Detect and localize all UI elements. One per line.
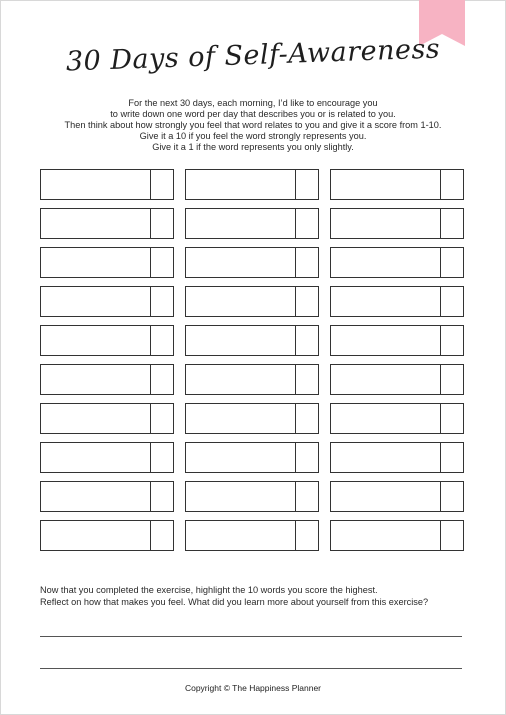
score-field[interactable] bbox=[296, 521, 318, 550]
instruction-line: For the next 30 days, each morning, I’d like to encourage you bbox=[128, 98, 378, 108]
day-entry-box bbox=[185, 364, 319, 395]
word-field[interactable] bbox=[41, 248, 151, 277]
score-field[interactable] bbox=[151, 443, 173, 472]
word-field[interactable] bbox=[41, 287, 151, 316]
word-field[interactable] bbox=[331, 209, 441, 238]
word-field[interactable] bbox=[186, 482, 296, 511]
day-entry-box bbox=[330, 325, 464, 356]
score-field[interactable] bbox=[151, 482, 173, 511]
instruction-line: Give it a 10 if you feel the word strongly represents you. bbox=[139, 131, 367, 141]
score-field[interactable] bbox=[296, 365, 318, 394]
day-entry-box bbox=[330, 364, 464, 395]
score-field[interactable] bbox=[151, 170, 173, 199]
score-field[interactable] bbox=[151, 287, 173, 316]
day-entry-box bbox=[185, 286, 319, 317]
day-entry-box bbox=[330, 286, 464, 317]
score-field[interactable] bbox=[296, 326, 318, 355]
instruction-line: to write down one word per day that describes you or is related to you. bbox=[110, 109, 396, 119]
day-entry-box bbox=[40, 442, 174, 473]
day-entry-box bbox=[330, 208, 464, 239]
day-entry-box bbox=[185, 481, 319, 512]
word-field[interactable] bbox=[41, 404, 151, 433]
word-field[interactable] bbox=[186, 170, 296, 199]
word-field[interactable] bbox=[331, 521, 441, 550]
word-field[interactable] bbox=[186, 326, 296, 355]
score-field[interactable] bbox=[296, 404, 318, 433]
word-field[interactable] bbox=[186, 404, 296, 433]
day-entry-box bbox=[40, 403, 174, 434]
word-field[interactable] bbox=[41, 170, 151, 199]
day-entry-box bbox=[185, 403, 319, 434]
score-field[interactable] bbox=[296, 287, 318, 316]
word-field[interactable] bbox=[331, 365, 441, 394]
reflection-line: Reflect on how that makes you feel. What did you learn more about yourself from this exercise? bbox=[40, 596, 429, 607]
day-entry-box bbox=[185, 169, 319, 200]
day-entry-box bbox=[330, 442, 464, 473]
day-entry-box bbox=[40, 325, 174, 356]
score-field[interactable] bbox=[441, 248, 463, 277]
day-entry-box bbox=[330, 403, 464, 434]
score-field[interactable] bbox=[441, 287, 463, 316]
score-field[interactable] bbox=[441, 209, 463, 238]
score-field[interactable] bbox=[151, 326, 173, 355]
word-field[interactable] bbox=[186, 248, 296, 277]
writing-line[interactable] bbox=[40, 668, 462, 669]
reflection-prompt bbox=[40, 585, 470, 608]
word-field[interactable] bbox=[186, 365, 296, 394]
writing-line[interactable] bbox=[40, 636, 462, 637]
word-field[interactable] bbox=[331, 170, 441, 199]
day-entry-box bbox=[40, 208, 174, 239]
day-entry-box bbox=[40, 169, 174, 200]
word-field[interactable] bbox=[41, 209, 151, 238]
score-field[interactable] bbox=[151, 365, 173, 394]
word-field[interactable] bbox=[331, 443, 441, 472]
word-field[interactable] bbox=[41, 482, 151, 511]
score-field[interactable] bbox=[296, 443, 318, 472]
copyright-footer: Copyright © The Happiness Planner bbox=[184, 683, 322, 693]
score-field[interactable] bbox=[441, 404, 463, 433]
word-field[interactable] bbox=[186, 521, 296, 550]
day-entry-box bbox=[40, 247, 174, 278]
score-field[interactable] bbox=[441, 521, 463, 550]
word-field[interactable] bbox=[41, 443, 151, 472]
day-entry-box bbox=[185, 325, 319, 356]
day-entry-box bbox=[330, 520, 464, 551]
instruction-line: Then think about how strongly you feel that word relates to you and give it a score from 1-10. bbox=[64, 120, 442, 130]
day-entry-box bbox=[40, 520, 174, 551]
word-field[interactable] bbox=[331, 287, 441, 316]
score-field[interactable] bbox=[151, 209, 173, 238]
word-field[interactable] bbox=[41, 521, 151, 550]
score-field[interactable] bbox=[441, 170, 463, 199]
word-field[interactable] bbox=[186, 287, 296, 316]
score-field[interactable] bbox=[296, 170, 318, 199]
reflection-line: Now that you completed the exercise, highlight the 10 words you score the highest. bbox=[40, 585, 378, 595]
day-entry-box bbox=[330, 169, 464, 200]
day-entry-box bbox=[330, 247, 464, 278]
score-field[interactable] bbox=[296, 482, 318, 511]
word-field[interactable] bbox=[186, 443, 296, 472]
score-field[interactable] bbox=[296, 209, 318, 238]
word-field[interactable] bbox=[41, 326, 151, 355]
day-entry-box bbox=[330, 481, 464, 512]
score-field[interactable] bbox=[151, 248, 173, 277]
page-title: 30 Days of Self-Awareness bbox=[65, 33, 441, 78]
word-field[interactable] bbox=[331, 482, 441, 511]
word-field[interactable] bbox=[331, 326, 441, 355]
score-field[interactable] bbox=[151, 521, 173, 550]
score-field[interactable] bbox=[441, 326, 463, 355]
score-field[interactable] bbox=[151, 404, 173, 433]
instruction-line: Give it a 1 if the word represents you only slightly. bbox=[152, 142, 354, 152]
score-field[interactable] bbox=[441, 365, 463, 394]
day-entry-box bbox=[40, 481, 174, 512]
word-field[interactable] bbox=[331, 248, 441, 277]
score-field[interactable] bbox=[441, 482, 463, 511]
word-field[interactable] bbox=[186, 209, 296, 238]
day-entry-box bbox=[185, 247, 319, 278]
day-entry-box bbox=[185, 442, 319, 473]
score-field[interactable] bbox=[441, 443, 463, 472]
day-entry-box bbox=[40, 286, 174, 317]
word-field[interactable] bbox=[41, 365, 151, 394]
day-entry-box bbox=[185, 520, 319, 551]
score-field[interactable] bbox=[296, 248, 318, 277]
day-entry-box bbox=[185, 208, 319, 239]
word-tracker-grid bbox=[40, 169, 464, 551]
instructions bbox=[40, 98, 466, 153]
word-field[interactable] bbox=[331, 404, 441, 433]
day-entry-box bbox=[40, 364, 174, 395]
